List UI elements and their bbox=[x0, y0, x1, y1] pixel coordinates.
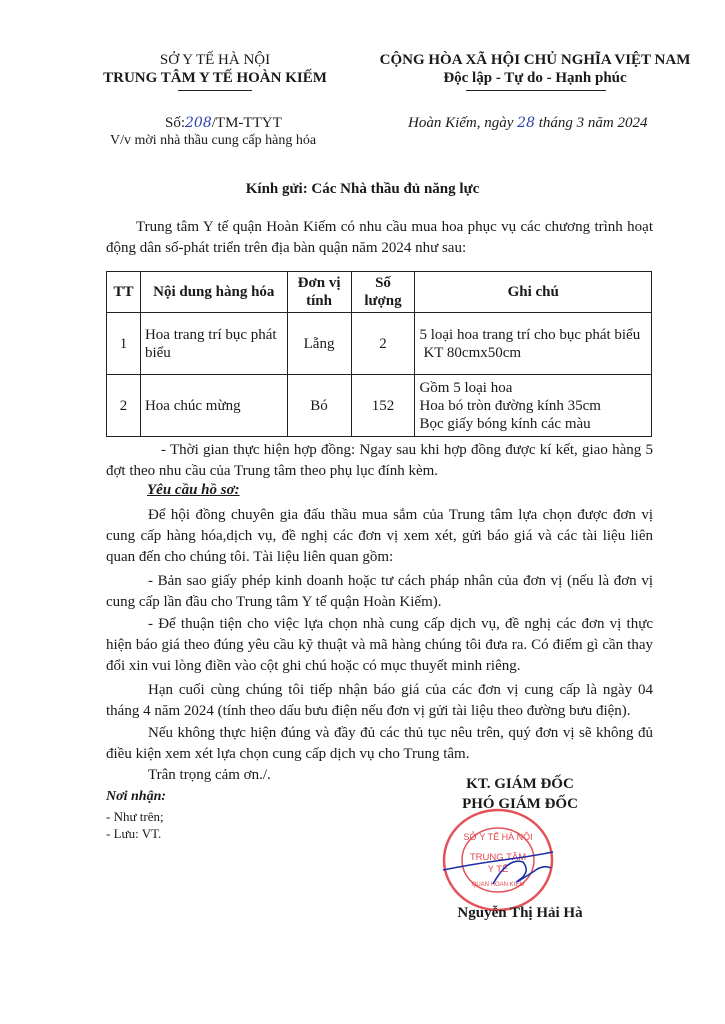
th-qty: Số lượng bbox=[351, 272, 415, 313]
deadline-paragraph: Hạn cuối cùng chúng tôi tiếp nhận báo giá của các đơn vị cung cấp là ngày 04 tháng 4 năm 2024 (tính theo dấu bưu điện nếu đơn vị gửi tài liệu theo đường bưu điện). bbox=[106, 682, 653, 719]
table-row bbox=[107, 313, 652, 375]
list-item: - Như trên; bbox=[106, 809, 164, 824]
header-left-rule bbox=[178, 90, 252, 91]
ministry-name: SỞ Y TẾ HÀ NỘI bbox=[159, 52, 271, 68]
document-number bbox=[165, 115, 282, 132]
requirements-title: Yêu cầu hồ sơ: bbox=[147, 482, 240, 498]
cell-tt: 2 bbox=[107, 375, 141, 437]
recipient-line: Kính gửi: Các Nhà thầu đủ năng lực bbox=[245, 181, 480, 197]
cell-note bbox=[415, 313, 652, 375]
number-handwritten: 208 bbox=[185, 115, 212, 131]
cell-qty: 2 bbox=[351, 313, 415, 375]
svg-text:TRUNG TÂM: TRUNG TÂM bbox=[469, 852, 527, 863]
cell-item: Hoa trang trí bục phát biểu bbox=[140, 313, 287, 375]
note-line: Bọc giấy bóng kính các màu bbox=[419, 415, 591, 432]
th-unit: Đơn vị tính bbox=[287, 272, 351, 313]
intro-paragraph: Trung tâm Y tế quận Hoàn Kiếm có nhu cầu mua hoa phục vụ các chương trình hoạt động dân số-phát triển trên địa bàn quận năm 2024 như sau: bbox=[106, 219, 653, 256]
cell-item: Hoa chúc mừng bbox=[140, 375, 287, 437]
cell-unit: Bó bbox=[287, 375, 351, 437]
signer-name: Nguyễn Thị Hải Hà bbox=[457, 905, 583, 921]
note-line: KT 80cmx50cm bbox=[423, 344, 522, 361]
th-tt: TT bbox=[107, 272, 141, 313]
goods-table bbox=[106, 271, 652, 437]
date-day-handwritten: 28 bbox=[517, 115, 535, 131]
requirements-paragraph-2: - Bản sao giấy phép kinh doanh hoặc tư cách pháp nhân của đơn vị (nếu là đơn vị cung cấp lần đầu cho Trung tâm Y tế quận Hoàn Kiếm). bbox=[106, 573, 653, 610]
motto: Độc lập - Tự do - Hạnh phúc bbox=[443, 70, 627, 86]
recipients-list bbox=[106, 808, 164, 842]
number-suffix: /TM-TTYT bbox=[211, 115, 282, 131]
sign-title-1: KT. GIÁM ĐỐC bbox=[466, 776, 574, 792]
document-date bbox=[408, 115, 647, 132]
th-note: Ghi chú bbox=[415, 272, 652, 313]
cell-qty: 152 bbox=[351, 375, 415, 437]
date-suffix: tháng 3 năm 2024 bbox=[538, 115, 648, 131]
date-prefix: Hoàn Kiếm, ngày bbox=[408, 115, 514, 131]
header-right-rule bbox=[466, 90, 606, 91]
sign-title-2: PHÓ GIÁM ĐỐC bbox=[462, 796, 578, 812]
table-header-row bbox=[107, 272, 652, 313]
note-line: Gồm 5 loại hoa bbox=[419, 379, 513, 396]
svg-text:Y TẾ: Y TẾ bbox=[487, 864, 509, 875]
recipients-title: Nơi nhận: bbox=[106, 789, 167, 804]
table-row bbox=[107, 375, 652, 437]
number-prefix: Số: bbox=[165, 115, 186, 131]
timeline-paragraph: - Thời gian thực hiện hợp đồng: Ngay sau khi hợp đồng được kí kết, giao hàng 5 đợt theo nhu cầu của Trung tâm theo phụ lục đính kèm. bbox=[106, 442, 653, 479]
document-subject: V/v mời nhà thầu cung cấp hàng hóa bbox=[110, 133, 317, 148]
note-line: 5 loại hoa trang trí cho bục phát biểu bbox=[419, 326, 641, 343]
country-name: CỘNG HÒA XÃ HỘI CHỦ NGHĨA VIỆT NAM bbox=[379, 52, 691, 68]
svg-text:QUẬN HOÀN KIẾM: QUẬN HOÀN KIẾM bbox=[471, 882, 525, 888]
svg-text:SỞ Y TẾ HÀ NỘI: SỞ Y TẾ HÀ NỘI bbox=[463, 832, 533, 842]
center-name: TRUNG TÂM Y TẾ HOÀN KIẾM bbox=[103, 70, 327, 86]
list-item: - Lưu: VT. bbox=[106, 826, 162, 841]
cell-unit: Lẵng bbox=[287, 313, 351, 375]
cell-tt: 1 bbox=[107, 313, 141, 375]
requirements-paragraph-1: Để hội đồng chuyên gia đấu thầu mua sắm của Trung tâm lựa chọn được đơn vị cung cấp hàng hóa,dịch vụ, đề nghị các đơn vị xem xét, gửi báo giá và các tài liệu liên quan đến cho chúng tôi. Tài liệu liên quan gồm: bbox=[106, 507, 653, 565]
th-item: Nội dung hàng hóa bbox=[140, 272, 287, 313]
closing-line: Trân trọng cảm ơn./. bbox=[148, 767, 271, 783]
conditions-paragraph: Nếu không thực hiện đúng và đầy đủ các thủ tục nêu trên, quý đơn vị sẽ không đủ điều kiện xem xét lựa chọn cung cấp dịch vụ cho Trung tâm. bbox=[106, 725, 653, 762]
requirements-paragraph-3: - Để thuận tiện cho việc lựa chọn nhà cung cấp dịch vụ, đề nghị các đơn vị thực hiện báo giá theo đúng yêu cầu kỹ thuật và mã hàng chúng tôi đưa ra. Có điểm gì cần thay đổi xin vui lòng điền vào cột ghi chú hoặc có mục thuyết minh riêng. bbox=[106, 616, 653, 674]
official-stamp bbox=[433, 802, 563, 912]
note-line: Hoa bó tròn đường kính 35cm bbox=[419, 397, 601, 414]
cell-note bbox=[415, 375, 652, 437]
